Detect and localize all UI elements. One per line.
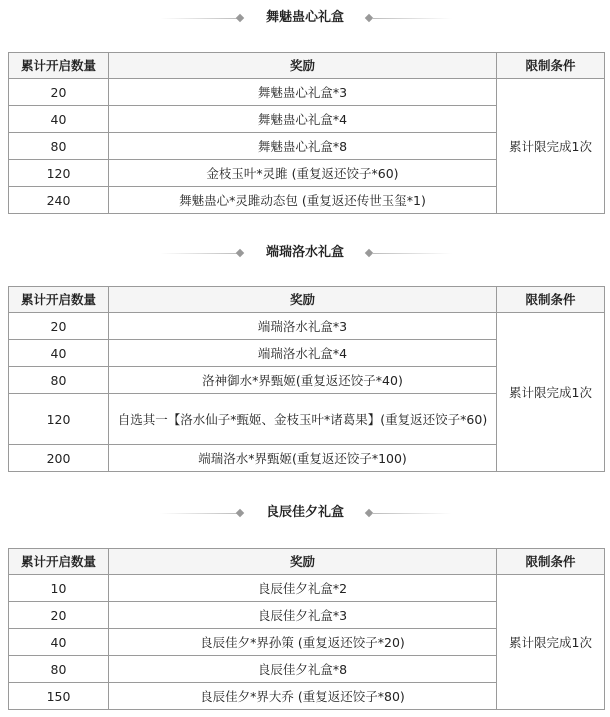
limit-cell: 累计限完成1次 <box>497 575 605 710</box>
section-title: 良辰佳夕礼盒 <box>265 505 344 520</box>
reward-cell: 金枝玉叶*灵雎 (重复返还饺子*60) <box>109 160 497 187</box>
count-cell: 80 <box>9 367 109 394</box>
reward-table <box>8 548 605 710</box>
count-cell: 240 <box>9 187 109 214</box>
table-header-row <box>9 549 605 575</box>
reward-cell: 良辰佳夕礼盒*2 <box>109 575 497 602</box>
table-row <box>9 79 605 106</box>
count-cell: 40 <box>9 106 109 133</box>
count-cell: 80 <box>9 133 109 160</box>
header-count: 累计开启数量 <box>9 287 109 313</box>
header-count: 累计开启数量 <box>9 549 109 575</box>
header-count: 累计开启数量 <box>9 53 109 79</box>
table-header-row <box>9 53 605 79</box>
divider-right <box>372 253 452 254</box>
reward-cell: 端瑞洛水礼盒*4 <box>109 340 497 367</box>
header-reward: 奖励 <box>109 549 497 575</box>
section-title: 端瑞洛水礼盒 <box>265 245 344 260</box>
reward-cell: 舞魅蛊心礼盒*4 <box>109 106 497 133</box>
count-cell: 200 <box>9 445 109 472</box>
reward-cell: 良辰佳夕*界大乔 (重复返还饺子*80) <box>109 683 497 710</box>
reward-cell: 舞魅蛊心礼盒*8 <box>109 133 497 160</box>
count-cell: 40 <box>9 629 109 656</box>
reward-cell: 舞魅蛊心礼盒*3 <box>109 79 497 106</box>
table-header-row <box>9 287 605 313</box>
reward-cell: 良辰佳夕*界孙策 (重复返还饺子*20) <box>109 629 497 656</box>
section-3 <box>0 498 610 704</box>
header-reward: 奖励 <box>109 53 497 79</box>
count-cell: 80 <box>9 656 109 683</box>
count-cell: 40 <box>9 340 109 367</box>
reward-cell: 自选其一【洛水仙子*甄姬、金枝玉叶*诸葛果】(重复返还饺子*60) <box>109 394 497 445</box>
reward-cell: 端瑞洛水*界甄姬(重复返还饺子*100) <box>109 445 497 472</box>
reward-table <box>8 286 605 472</box>
table-row <box>9 575 605 602</box>
limit-cell: 累计限完成1次 <box>497 79 605 214</box>
count-cell: 10 <box>9 575 109 602</box>
count-cell: 150 <box>9 683 109 710</box>
section-1 <box>0 3 610 208</box>
section-heading <box>0 238 610 268</box>
header-limit: 限制条件 <box>497 53 605 79</box>
count-cell: 20 <box>9 602 109 629</box>
count-cell: 120 <box>9 394 109 445</box>
section-2 <box>0 238 610 466</box>
reward-cell: 良辰佳夕礼盒*8 <box>109 656 497 683</box>
count-cell: 20 <box>9 79 109 106</box>
divider-right <box>372 513 452 514</box>
count-cell: 20 <box>9 313 109 340</box>
section-heading <box>0 3 610 33</box>
section-title: 舞魅蛊心礼盒 <box>265 10 344 25</box>
header-limit: 限制条件 <box>497 549 605 575</box>
count-cell: 120 <box>9 160 109 187</box>
header-reward: 奖励 <box>109 287 497 313</box>
reward-cell: 良辰佳夕礼盒*3 <box>109 602 497 629</box>
reward-table <box>8 52 605 214</box>
limit-cell: 累计限完成1次 <box>497 313 605 472</box>
section-heading <box>0 498 610 528</box>
reward-cell: 舞魅蛊心*灵雎动态包 (重复返还传世玉玺*1) <box>109 187 497 214</box>
reward-cell: 洛神御水*界甄姬(重复返还饺子*40) <box>109 367 497 394</box>
divider-right <box>372 18 452 19</box>
header-limit: 限制条件 <box>497 287 605 313</box>
table-row <box>9 313 605 340</box>
reward-cell: 端瑞洛水礼盒*3 <box>109 313 497 340</box>
